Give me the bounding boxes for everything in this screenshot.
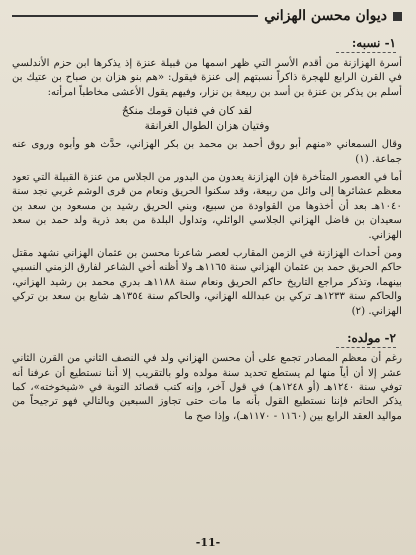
heading-underline (336, 52, 396, 53)
paragraph-events: ومن أحداث الهزازنة في الزمن المقارب لعصر شاعرنا محسن بن عثمان الهزاني نشهد مقتل حاكم الحريق حمد بن عثمان الهزاني سنة ١١٦٥هـ ولا أظنه أخي الشاعر لفارق الزمني النسبي بينهما، وتذكر مراجع التاريخ حاكم الحريق ونعام سنة ١١٨٨هـ بدري محمد بن رشيد الهزاني، والحاكم سنة ١٢٣٣هـ تركي بن عبدالله الهزاني، والحاكم سنة ١٣٥٤هـ شايع بن سعد بن تركي الهزاني. (٢) (12, 248, 402, 317)
section-heading-birth: ٢- مولده: (347, 331, 396, 346)
section-birth (12, 331, 402, 424)
running-header (12, 6, 402, 26)
paragraph-samani: وقال السمعاني «منهم أبو روق أحمد بن محمد بن بكر الهزاني، حدَّث هو وأبوه وروى عنه جماعة. (١) (12, 139, 402, 165)
running-title: ديوان محسن الهزاني (264, 8, 387, 24)
paragraph-later-eras: أما في العصور المتأخرة فإن الهزازنة يعدون من البدور من الجلاس من عنزة القبيلة التي تعود معظم عشائرها إلى وائل من ربيعة، وقد سكنوا الحريق ونعام من قرى الوشم غربي نجد سنة ١٠٤٠هـ بعد أن أخذوها من القواودة من سبيع، وبني الحريق رشيد بن مسعود بن سعد بن سعيدان بن فاضل الهزاني الجلاسي الوائلي، وتداول البلدة من بعد ذرية ولد حمد بن سعد الهزاني. (12, 172, 402, 241)
paragraph-birth: رغم أن معظم المصادر تجمع على أن محسن الهزاني ولد في النصف الثاني من القرن الثاني عشر إلا أن أياً منها لم يستطع تحديد سنة مولده ولو بالتقريب إلا أننا نستطيع أن عرفنا أنه توفي سنة ١٢٤٠هـ (أو ١٢٤٨هـ) في قول آخر، وإنه كتب قصائد التوبة في «شيخوخته»، كما يذكر الحاتم فإننا نستطيع القول بأنه ما مات حتى تجاوز السبعين وبالتالي فهو ترجيحاً من مواليد العقد الرابع بين (١١٦٠ - ١١٧٠هـ)، وإذا صح ما (12, 353, 402, 422)
page-number: -11- (195, 536, 221, 549)
poem-line-1: لقد كان في فتيان قومك منكحٌ (122, 105, 253, 118)
section-heading-lineage: ١- نسبه: (351, 36, 396, 50)
section-lineage (12, 36, 402, 319)
header-rule (12, 15, 258, 17)
poem-verse (12, 104, 402, 134)
header-square-icon (393, 12, 402, 21)
paragraph-lineage-intro: أسرة الهزازنة من أقدم الأسر التي ظهر اسمها من قبيلة عنزة إذ يذكرها ابن حزم الأندلسي في القرن الرابع للهجرة ذاكراً نسبتهم إلى عنزة فيقول: «هم بنو هزان بن صباح بن عتيك بن أسلم بن يذكر بن عنزة بن أسد بن ربيعة بن نزار، وفيهم يقول الأعشى مخاطباً امرأته: (12, 58, 402, 98)
heading-underline (336, 347, 396, 348)
poem-line-2: وفتيان هزان الطوال الغرانقة (144, 120, 270, 133)
